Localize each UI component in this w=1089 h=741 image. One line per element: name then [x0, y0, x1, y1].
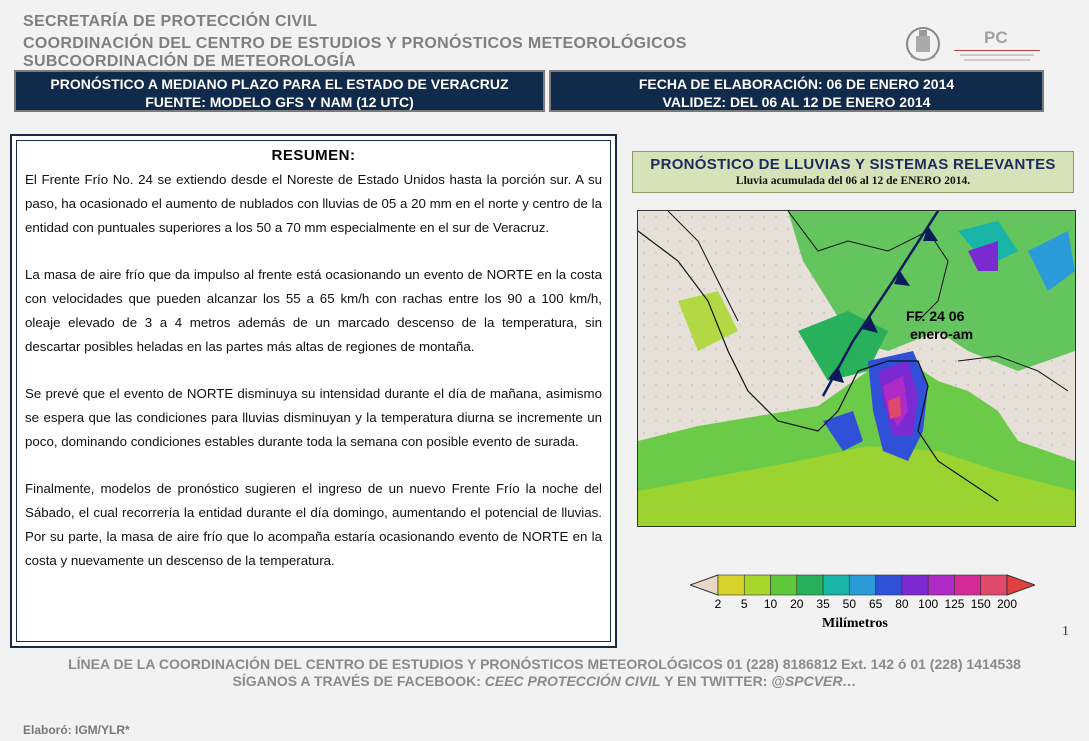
summary-box [10, 134, 617, 648]
scale-end-arrow [1007, 575, 1035, 595]
summary-paragraph-3: Se prevé que el evento de NORTE disminuya su intensidad durante el día de mañana, asimismo se espera que las condiciones para lluvias disminuyan y la temperatura diurna se incremente un poco, dominando condiciones estables durante toda la semana con posible evento de surada. [25, 386, 602, 449]
elaborated-by: Elaboró: IGM/YLR* [23, 723, 130, 737]
rainfall-forecast-map [637, 210, 1076, 527]
scale-tick-label: 50 [842, 597, 857, 611]
scale-segment [876, 575, 902, 595]
rainfall-color-scale [690, 574, 1035, 596]
scale-start-arrow [690, 575, 718, 595]
summary-paragraph-2: La masa de aire frío que da impulso al frente está ocasionando un evento de NORTE en la costa con velocidades que pueden alcanzar los 55 a 65 km/h con rachas entre los 90 a 100 km/h, oleaje elevado de 3 a 4 metros además de un marcado descenso de la temperatura, sin descartar posibles heladas en las partes más altas de regiones de montaña. [25, 267, 602, 354]
scale-tick-label: 5 [740, 597, 748, 611]
proteccion-civil-logo: PC [950, 26, 1040, 66]
forecast-source: FUENTE: MODELO GFS Y NAM (12 UTC) [145, 94, 414, 110]
map-title: PRONÓSTICO DE LLUVIAS Y SISTEMAS RELEVANTES [650, 156, 1056, 173]
header-coordinacion: COORDINACIÓN DEL CENTRO DE ESTUDIOS Y PRONÓSTICOS METEOROLÓGICOS [23, 35, 687, 52]
veracruz-seal-logo [905, 24, 941, 64]
scale-tick-label: 20 [790, 597, 804, 611]
summary-paragraph-1: El Frente Frío No. 24 se extiendo desde el Noreste de Estado Unidos hasta la porción sur. A su paso, ha ocasionado el aumento de nublados con lluvias de 05 a 20 mm en el norte y centro de la entidad con puntuales superiores a los 50 a 70 mm especialmente en el sur de Veracruz. [25, 172, 602, 235]
header-subcoordinacion: SUBCOORDINACIÓN DE METEOROLOGÍA [23, 53, 356, 70]
scale-segment [928, 575, 954, 595]
scale-segment [823, 575, 849, 595]
scale-tick-label: 150 [970, 597, 991, 611]
scale-tick-label: 200 [996, 597, 1018, 611]
scale-tick-label: 2 [714, 597, 722, 611]
summary-title: RESUMEN: [271, 147, 356, 164]
footer-contact-line: LÍNEA DE LA COORDINACIÓN DEL CENTRO DE ESTUDIOS Y PRONÓSTICOS METEOROLÓGICOS 01 (228) 8186812 Ext. 142 ó 01 (228) 1414538 [68, 656, 1021, 672]
scale-tick-label: 80 [895, 597, 909, 611]
twitter-link[interactable]: @SPCVER… [771, 673, 857, 689]
scale-segment [902, 575, 928, 595]
scale-segment [771, 575, 797, 595]
scale-segment [849, 575, 875, 595]
footer-social-line: SÍGANOS A TRAVÉS DE FACEBOOK: CEEC PROTECCIÓN CIVIL Y EN TWITTER: @SPCVER… [232, 673, 857, 689]
scale-segment [954, 575, 980, 595]
page-number: 1 [1062, 624, 1069, 639]
forecast-title: PRONÓSTICO A MEDIANO PLAZO PARA EL ESTADO DE VERACRUZ [50, 76, 509, 92]
elaboration-date: FECHA DE ELABORACIÓN: 06 DE ENERO 2014 [638, 76, 955, 92]
summary-paragraph-4: Finalmente, modelos de pronóstico sugieren el ingreso de un nuevo Frente Frío la noche del Sábado, el cual recorrería la entidad durante el día domingo, aumentando el potencial de lluvias. Por su parte, la masa de aire frío que lo acompaña estaría ocasionando evento de NORTE en la costa y nuevamente un descenso de la temperatura. [25, 481, 602, 568]
forecast-info-bar [14, 70, 545, 112]
facebook-link[interactable]: CEEC PROTECCIÓN CIVIL [484, 673, 661, 689]
scale-tick-label: 125 [944, 597, 965, 611]
scale-segment [744, 575, 770, 595]
header-secretaria: SECRETARÍA DE PROTECCIÓN CIVIL [23, 13, 318, 30]
scale-segment [981, 575, 1007, 595]
scale-tick-label: 35 [816, 597, 830, 611]
scale-tick-label: 100 [918, 597, 939, 611]
map-title-box [632, 151, 1074, 193]
map-subtitle: Lluvia acumulada del 06 al 12 de ENERO 2014. [735, 175, 971, 187]
front-label-1: FF. 24 06 [906, 308, 965, 324]
scale-tick-label: 65 [868, 597, 883, 611]
scale-tick-label: 10 [763, 597, 778, 611]
scale-segment [718, 575, 744, 595]
validity-period: VALIDEZ: DEL 06 AL 12 DE ENERO 2014 [662, 94, 931, 110]
front-label-2: enero-am [910, 326, 974, 342]
date-info-bar [549, 70, 1044, 112]
scale-segment [797, 575, 823, 595]
scale-unit-label: Milímetros [822, 616, 888, 631]
